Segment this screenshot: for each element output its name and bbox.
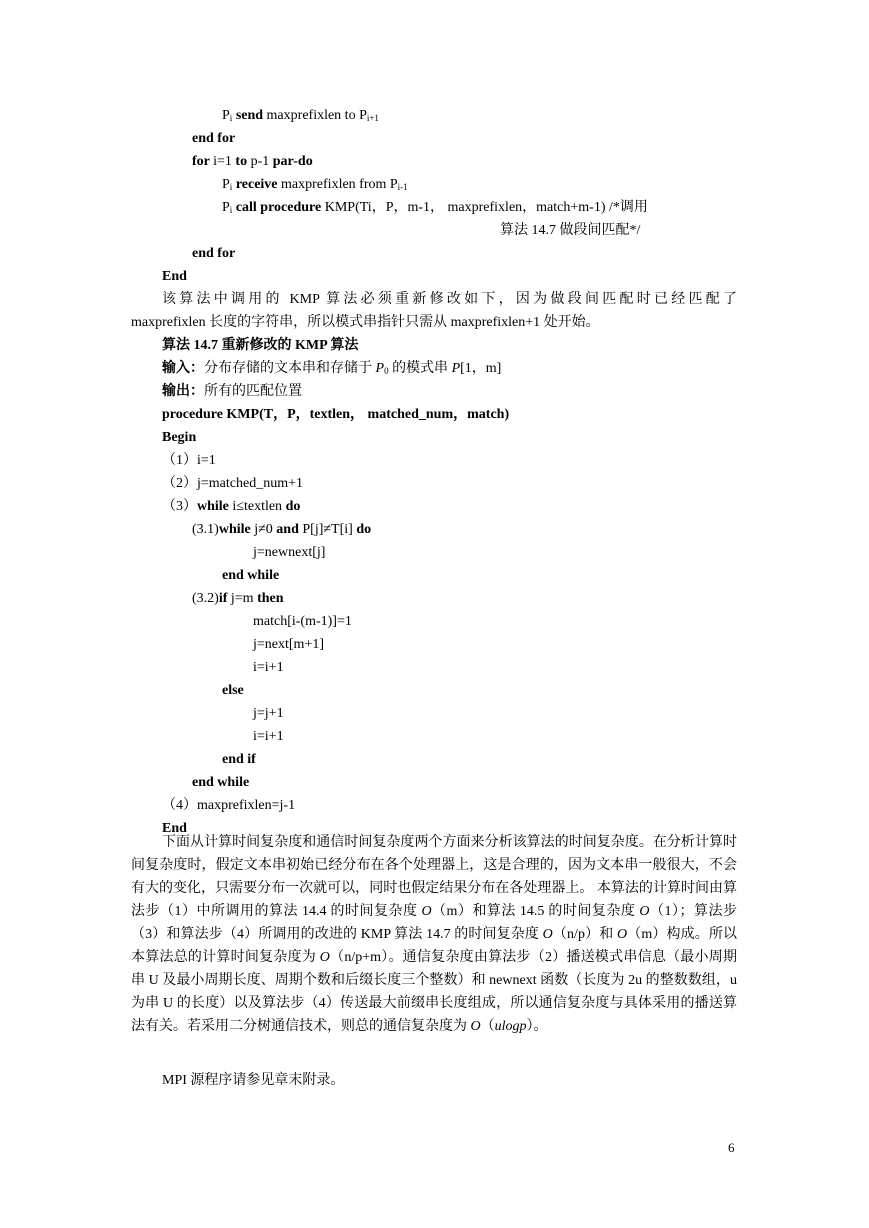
algorithm-output: 输出：所有的匹配位置 (162, 384, 302, 399)
code-begin: Begin (162, 430, 197, 445)
step-2: （2）j=matched_num+1 (162, 476, 303, 491)
code-line-end-for: end for (192, 131, 236, 146)
step-3-2-j-inc: j=j+1 (253, 706, 284, 721)
step-3-2-end-if: end if (222, 752, 256, 767)
step-3-1: (3.1)while j≠0 and P[j]≠T[i] do (192, 522, 372, 537)
step-1: （1）i=1 (162, 453, 216, 468)
code-line-receive: $P_i$ receive maxprefixlen from $P_{i-1}$ (222, 177, 408, 192)
algorithm-end: End (162, 821, 187, 836)
code-line-send: $P_i$ send maxprefixlen to $P_{i+1}$ (222, 108, 379, 123)
code-line-end: End (162, 269, 187, 284)
step-3-2-i-inc: i=i+1 (253, 729, 284, 744)
step-3-2-else: else (222, 683, 244, 698)
step-3-end-while: end while (192, 775, 250, 790)
paragraph-complexity: 下面从计算时间复杂度和通信时间复杂度两个方面来分析该算法的时间复杂度。在分析计算时间复杂度时，假定文本串初始已经分布在各个处理器上，这是合理的，因为文本串一般很大，不会有大的变化，只需要分布一次就可以，同时也假定结果分布在各处理器上。 本算法的计算时间由算法步（1）中所调用的算法 14.4 的时间复杂度 O（m）和算法 14.5 的时间复杂度 O（1）；算法步（3）和算法步（4）所调用的改进的 KMP 算法 14.7 的时间复杂度 O（n/p）和 O（m）构成。所以本算法总的计算时间复杂度为 O（n/p+m）。通信复杂度由算法步（2）播送模式串信息（最小周期串 U 及最小周期长度、周期个数和后缀长度三个整数）和 newnext 函数（长度为 2u 的整数数组，u 为串 U 的长度）以及算法步（4）传送最大前缀串长度组成，所以通信复杂度与具体采用的播送算法有关。若采用二分树通信技术，则总的通信复杂度为 O（ulogp）。 (131, 835, 738, 1034)
step-3: （3）while i≤textlen do (162, 499, 301, 514)
paragraph-mpi-note: MPI 源程序请参见章末附录。 (162, 1073, 345, 1088)
code-line-for-par-do: for i=1 to p-1 par-do (192, 154, 313, 169)
step-3-2-inc: i=i+1 (253, 660, 284, 675)
code-line-comment: 算法 14.7 做段间匹配*/ (500, 223, 641, 238)
code-line-call-procedure: $P_i$ call procedure KMP(Ti，P，m-1， maxprefixlen，match+m-1) /*调用 (222, 200, 648, 215)
step-3-2-next: j=next[m+1] (253, 637, 324, 652)
step-3-2: (3.2)if j=m then (192, 591, 284, 606)
code-line-end-for-2: end for (192, 246, 236, 261)
step-4: （4）maxprefixlen=j-1 (162, 798, 296, 813)
algorithm-input: 输入：分布存储的文本串和存储于 $P_0$ 的模式串 P[1，m] (162, 361, 502, 376)
paragraph-1-line-1: 该算法中调用的 KMP 算法必须重新修改如下，因为做段间匹配时已经匹配了 (162, 292, 737, 307)
procedure-header: procedure KMP(T，P，textlen， matched_num，match) (162, 407, 510, 422)
algorithm-title: 算法 14.7 重新修改的 KMP 算法 (162, 338, 359, 353)
page-number: 6 (728, 1140, 735, 1155)
step-3-2-match: match[i-(m-1)]=1 (253, 614, 352, 629)
step-3-1-body: j=newnext[j] (253, 545, 326, 560)
step-3-1-end-while: end while (222, 568, 280, 583)
paragraph-1-line-2: maxprefixlen 长度的字符串，所以模式串指针只需从 maxprefixlen+1 处开始。 (131, 315, 600, 330)
